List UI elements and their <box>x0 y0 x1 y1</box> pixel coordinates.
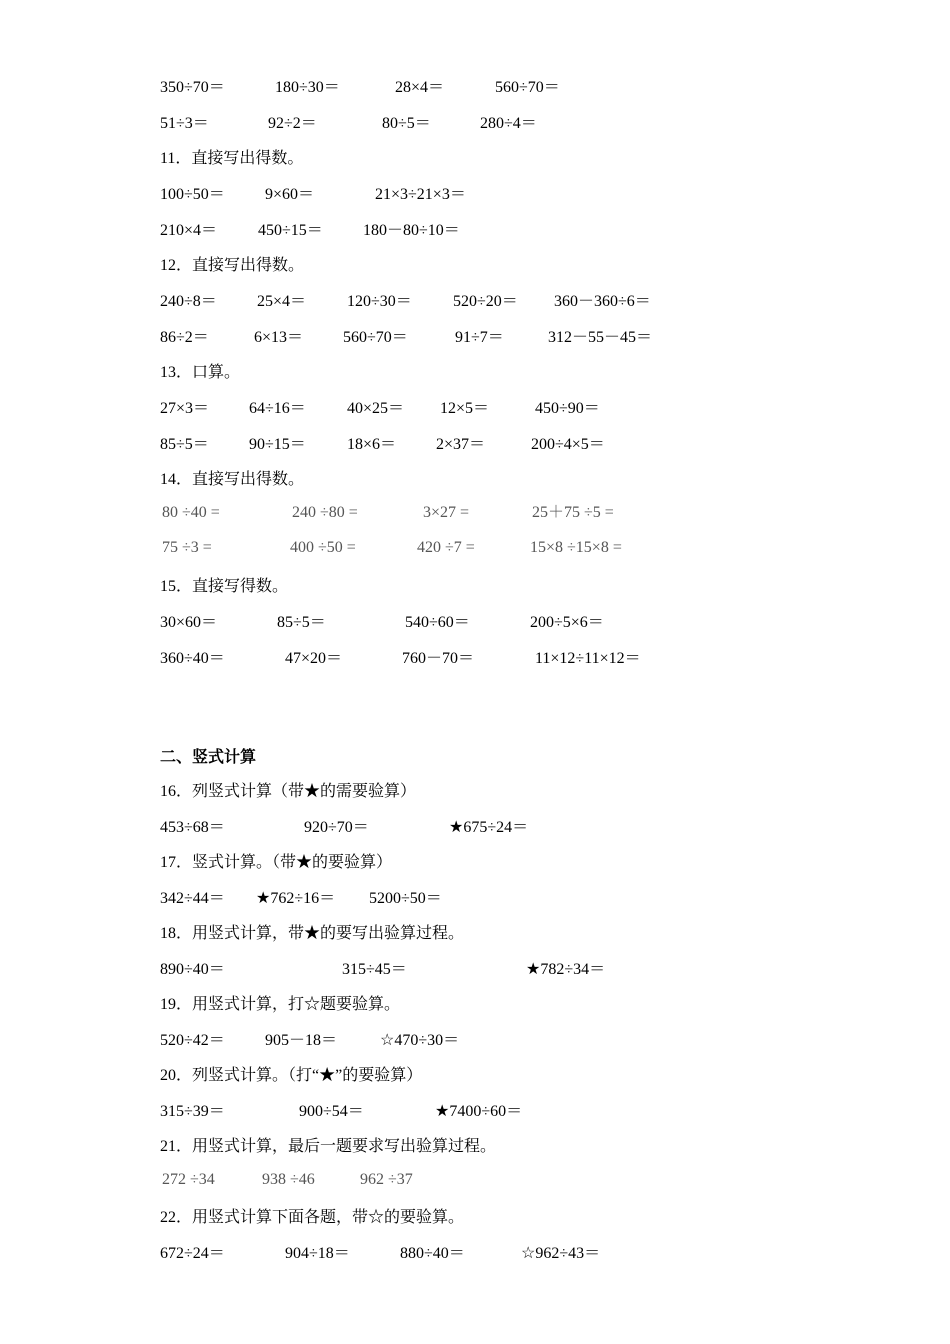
section-title: 二、竖式计算 <box>160 749 257 766</box>
expression: 312－55－45＝ <box>548 329 653 346</box>
expression: 760－70＝ <box>402 650 475 667</box>
q21-heading: 21．用竖式计算，最后一题要求写出验算过程。 <box>160 1138 497 1155</box>
expression: 672÷24＝ <box>160 1245 225 1262</box>
expression: 51÷3＝ <box>160 115 209 132</box>
q16-heading: 16．列竖式计算（带★的需要验算） <box>160 783 417 800</box>
expression: 75 ÷3 = <box>162 539 212 556</box>
q20-heading: 20．列竖式计算。（打“★”的要验算） <box>160 1067 423 1084</box>
expression: 91÷7＝ <box>455 329 504 346</box>
expression: 280÷4＝ <box>480 115 537 132</box>
q14-heading: 14．直接写出得数。 <box>160 471 305 488</box>
expression: 453÷68＝ <box>160 819 225 836</box>
expression: 28×4＝ <box>395 79 445 96</box>
expression: 25×4＝ <box>257 293 307 310</box>
expression: 12×5＝ <box>440 400 490 417</box>
expression: 900÷54＝ <box>299 1103 364 1120</box>
expression: 315÷39＝ <box>160 1103 225 1120</box>
expression: 25＋75 ÷5 = <box>532 504 614 521</box>
expression: 180÷30＝ <box>275 79 340 96</box>
q17-heading: 17．竖式计算。（带★的要验算） <box>160 854 393 871</box>
expression: 450÷15＝ <box>258 222 323 239</box>
expression: 880÷40＝ <box>400 1245 465 1262</box>
expression: 962 ÷37 <box>360 1171 413 1188</box>
expression: 80 ÷40 = <box>162 504 220 521</box>
expression: 890÷40＝ <box>160 961 225 978</box>
expression: 64÷16＝ <box>249 400 306 417</box>
expression: ☆470÷30＝ <box>380 1032 460 1049</box>
expression: 85÷5＝ <box>277 614 326 631</box>
expression: 540÷60＝ <box>405 614 470 631</box>
expression: 180－80÷10＝ <box>363 222 460 239</box>
expression: 90÷15＝ <box>249 436 306 453</box>
expression: 360－360÷6＝ <box>554 293 651 310</box>
expression: 520÷42＝ <box>160 1032 225 1049</box>
expression: 420 ÷7 = <box>417 539 475 556</box>
expression: 350÷70＝ <box>160 79 225 96</box>
expression: 30×60＝ <box>160 614 218 631</box>
expression: 86÷2＝ <box>160 329 209 346</box>
expression: 47×20＝ <box>285 650 343 667</box>
expression: 450÷90＝ <box>535 400 600 417</box>
expression: 2×37＝ <box>436 436 486 453</box>
expression: 360÷40＝ <box>160 650 225 667</box>
expression: 560÷70＝ <box>495 79 560 96</box>
q13-heading: 13．口算。 <box>160 364 241 381</box>
expression: 210×4＝ <box>160 222 218 239</box>
expression: 904÷18＝ <box>285 1245 350 1262</box>
expression: 27×3＝ <box>160 400 210 417</box>
expression: 9×60＝ <box>265 186 315 203</box>
expression: 240 ÷80 = <box>292 504 358 521</box>
expression: 400 ÷50 = <box>290 539 356 556</box>
expression: 240÷8＝ <box>160 293 217 310</box>
expression: 21×3÷21×3＝ <box>375 186 466 203</box>
expression: ☆962÷43＝ <box>521 1245 601 1262</box>
expression: ★762÷16＝ <box>256 890 336 907</box>
expression: ★675÷24＝ <box>449 819 529 836</box>
expression: 920÷70＝ <box>304 819 369 836</box>
expression: 40×25＝ <box>347 400 405 417</box>
expression: 3×27 = <box>423 504 470 521</box>
expression: 18×6＝ <box>347 436 397 453</box>
expression: 520÷20＝ <box>453 293 518 310</box>
expression: 938 ÷46 <box>262 1171 315 1188</box>
expression: 80÷5＝ <box>382 115 431 132</box>
q22-heading: 22．用竖式计算下面各题，带☆的要验算。 <box>160 1209 465 1226</box>
expression: 272 ÷34 <box>162 1171 215 1188</box>
expression: ★782÷34＝ <box>526 961 606 978</box>
q12-heading: 12．直接写出得数。 <box>160 257 305 274</box>
q19-heading: 19．用竖式计算，打☆题要验算。 <box>160 996 401 1013</box>
expression: 6×13＝ <box>254 329 304 346</box>
expression: 905－18＝ <box>265 1032 338 1049</box>
expression: 342÷44＝ <box>160 890 225 907</box>
q18-heading: 18．用竖式计算，带★的要写出验算过程。 <box>160 925 465 942</box>
expression: 200÷5×6＝ <box>530 614 604 631</box>
expression: 200÷4×5＝ <box>531 436 605 453</box>
expression: 11×12÷11×12＝ <box>535 650 641 667</box>
expression: 560÷70＝ <box>343 329 408 346</box>
expression: 92÷2＝ <box>268 115 317 132</box>
expression: 100÷50＝ <box>160 186 225 203</box>
q11-heading: 11．直接写出得数。 <box>160 150 304 167</box>
expression: 5200÷50＝ <box>369 890 442 907</box>
expression: 120÷30＝ <box>347 293 412 310</box>
expression: 85÷5＝ <box>160 436 209 453</box>
expression: 315÷45＝ <box>342 961 407 978</box>
expression: 15×8 ÷15×8 = <box>530 539 622 556</box>
expression: ★7400÷60＝ <box>435 1103 523 1120</box>
q15-heading: 15．直接写得数。 <box>160 578 289 595</box>
